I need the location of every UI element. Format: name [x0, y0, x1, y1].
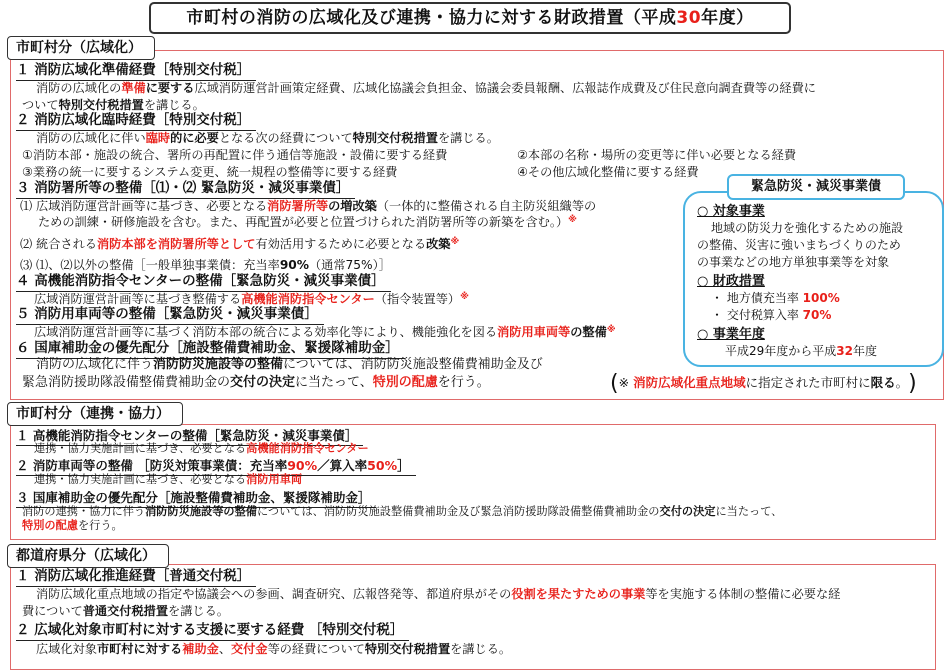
s1-item6-line2: 緊急消防援助隊設備整備費補助金の交付の決定に当たって、特別の配慮を行う。 [22, 375, 490, 390]
emergency-bond-box [683, 191, 944, 367]
s2-item2-line: 連携・協力実施計画に基づき、必要となる消防用車両 [34, 473, 303, 486]
emg-finance-heading: ○ 財政措置 [697, 274, 765, 289]
emg-period-line: 平成29年度から平成32年度 [725, 344, 877, 358]
emergency-bond-title: 緊急防災・減災事業債 [727, 174, 905, 200]
s1-item1-heading: １ 消防広域化準備経費［特別交付税］ [16, 62, 256, 81]
emg-target-heading: ○ 対象事業 [697, 204, 765, 219]
s1-item3-p3: ⑶ ⑴、⑵以外の整備［一般単独事業債：充当率90%（通常75%）］ [20, 258, 391, 272]
emg-target-line3: の事業などの地方単独事業等を対象 [697, 255, 890, 269]
page-title [149, 2, 791, 34]
title-text: 市町村の消防の広域化及び連携・協力に対する財政措置（平成 [186, 8, 677, 28]
section-municipal-cooperation-tab: 市町村分（連携・協力） [7, 402, 183, 426]
s1-item1-line2: ついて特別交付税措置を講じる。 [22, 98, 205, 112]
s1-item1-line1: 消防の広域化の準備に要する広域消防運営計画策定経費、広域化協議会負担金、協議会委員報酬、広報誌作成費及び住民意向調査費等の経費に [36, 81, 816, 95]
s1-item2-sub-a: ①消防本部・施設の統合、署所の再配置に伴う通信等施設・設備に要する経費 [22, 148, 448, 162]
s1-item2-line1: 消防の広域化に伴い臨時的に必要となる次の経費について特別交付税措置を講じる。 [36, 131, 499, 145]
s2-item1-heading: １ 高機能消防指令センターの整備［緊急防災・減災事業債］ [16, 428, 363, 446]
s1-item6-heading: ６ 国庫補助金の優先配分［施設整備費補助金、緊援隊補助金］ [16, 340, 405, 359]
s2-item2-heading: ２ 消防車両等の整備 ［防災対策事業債：充当率90%／算入率50%］ [16, 458, 416, 476]
s1-item3-p1-line1: ⑴ 広域消防運営計画等に基づき、必要となる消防署所等の増改築（一体的に整備される自主防災組織等の [20, 199, 597, 213]
s3-item1-line2: 費について普通交付税措置を講じる。 [22, 604, 229, 618]
s3-item1-line1: 消防広域化重点地域の指定や協議会への参画、調査研究、広報啓発等、都道府県がその役割を果たすための事業等を実施する体制の整備に必要な経 [36, 587, 841, 601]
s2-item3-line2: 特別の配慮を行う。 [22, 519, 123, 532]
s1-item5-line: 広域消防運営計画等に基づく消防本部の統合による効率化等により、機能強化を図る消防用車両等の整備※ [34, 325, 616, 339]
s1-item2-sub-d: ④その他広域化整備に要する経費 [517, 165, 699, 179]
s1-item4-heading: ４ 高機能消防指令センターの整備［緊急防災・減災事業債］ [16, 273, 391, 292]
s1-item3-p1-line2: ための訓練・研修施設を含む。また、再配置が必要と位置づけられた消防署所等の新築を含む。）※ [38, 215, 577, 229]
emg-finance-rate2: ・ 交付税算入率 70% [711, 308, 832, 322]
s2-item1-line: 連携・協力実施計画に基づき、必要となる高機能消防指令センター [34, 442, 369, 455]
section-municipal-wide-area-tab: 市町村分（広域化） [7, 36, 155, 60]
s2-item3-heading: ３ 国庫補助金の優先配分［施設整備費補助金、緊援隊補助金］ [16, 490, 376, 508]
s1-item2-sub-c: ③業務の統一に要するシステム変更、統一規程の整備等に要する経費 [22, 165, 398, 179]
s1-item3-p2: ⑵ 統合される消防本部を消防署所等として有効活用するために必要となる改築※ [20, 237, 460, 251]
emg-target-line2: の整備、災害に強いまちづくりのため [697, 238, 901, 252]
s2-item3-line1: 消防の連携・協力に伴う消防防災施設等の整備については、消防防災施設整備費補助金及び緊急消防援助隊設備整備費補助金の交付の決定に当たって、 [22, 505, 783, 518]
title-year: 30 [676, 8, 702, 28]
emg-finance-rate1: ・ 地方債充当率 100% [711, 291, 840, 305]
emg-target-line1: 地域の防災力を強化するための施設 [711, 221, 904, 235]
title-suffix: 年度） [701, 8, 754, 28]
s3-item1-heading: １ 消防広域化推進経費［普通交付税］ [16, 568, 256, 587]
section-prefecture-wide-area-tab: 都道府県分（広域化） [7, 544, 169, 568]
s1-item2-heading: ２ 消防広域化臨時経費［特別交付税］ [16, 112, 256, 131]
s1-item4-line: 広域消防運営計画等に基づき整備する高機能消防指令センター（指令装置等）※ [34, 292, 469, 306]
s1-item2-sub-b: ②本部の名称・場所の変更等に伴い必要となる経費 [517, 148, 797, 162]
s1-item5-heading: ５ 消防用車両等の整備［緊急防災・減災事業債］ [16, 306, 324, 325]
s1-item3-heading: ３ 消防署所等の整備［⑴・⑵ 緊急防災・減災事業債］ [16, 180, 355, 199]
s3-item2-line: 広域化対象市町村に対する補助金、交付金等の経費について特別交付税措置を講じる。 [36, 642, 512, 656]
priority-area-note: (※ 消防広域化重点地域に指定された市町村に限る。) [610, 371, 917, 396]
s3-item2-heading: ２ 広域化対象市町村に対する支援に要する経費 ［特別交付税］ [16, 622, 409, 641]
emg-period-heading: ○ 事業年度 [697, 327, 765, 342]
s1-item6-line1: 消防の広域化に伴う消防防災施設等の整備については、消防防災施設整備費補助金及び [36, 357, 543, 372]
